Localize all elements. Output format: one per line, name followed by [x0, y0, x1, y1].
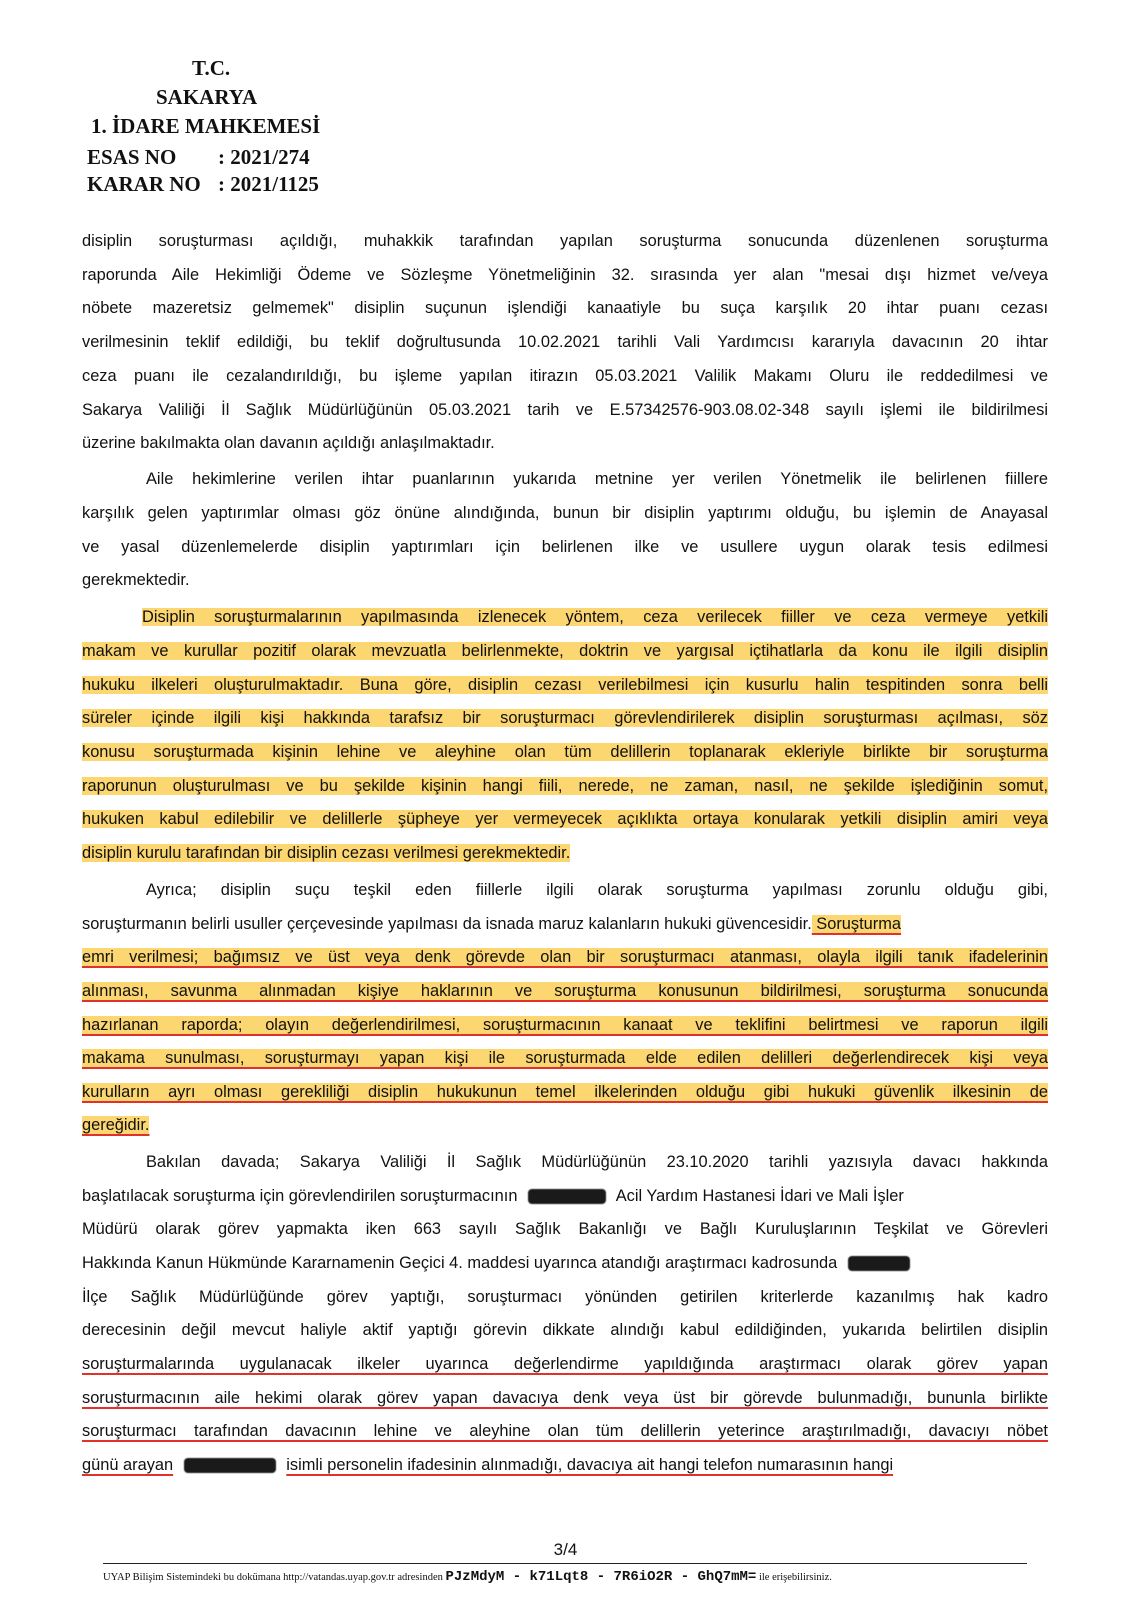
p4-line: Ayrıca; disiplin suçu teşkil eden fiillerle ilgili olarak soruşturma yapılması zorunlu olduğu gibi,	[146, 881, 1048, 899]
p4-line: soruşturmanın belirli usuller çerçevesinde yapılması da isnada maruz kalanların hukuki güvencesidir. Soruşturma	[82, 915, 902, 933]
header-city: SAKARYA	[156, 85, 258, 109]
redaction-mark	[848, 1256, 910, 1271]
p2-line: gerekmektedir.	[82, 571, 190, 589]
p5-line: soruşturmacının aile hekimi olarak görev yapan davacıya denk veya üst bir görevde bulunmadığı, bununla birlikte	[82, 1389, 1048, 1407]
footer	[103, 1569, 1027, 1585]
p1-line: üzerine bakılmakta olan davanın açıldığı anlaşılmaktadır.	[82, 434, 495, 452]
p1-line: nöbete mazeretsiz gelmemek" disiplin suçunun işlendiği kanaatiyle bu suça karşılık 20 ihtar puanı cezası	[82, 299, 1048, 317]
p4-line: hazırlanan raporda; olayın değerlendirilmesi, soruşturmacının kanaat ve teklifini belirtmesi ve raporun ilgili	[82, 1016, 1048, 1034]
p3-line: disiplin kurulu tarafından bir disiplin cezası verilmesi gerekmektedir.	[82, 844, 571, 862]
karar-label: KARAR NO	[87, 172, 201, 196]
footer-access-code: PJzMdyM - k71Lqt8 - 7R6iO2R - GhQ7mM=	[445, 1569, 757, 1585]
p2-line: Aile hekimlerine verilen ihtar puanlarının yukarıda metnine yer verilen Yönetmelik ile belirlenen fiillere	[146, 470, 1048, 488]
p5-line: başlatılacak soruşturma için görevlendirilen soruşturmacının Acil Yardım Hastanesi İdari ve Mali İşler	[82, 1187, 904, 1205]
esas-label: ESAS NO	[87, 145, 177, 169]
p2-line: karşılık gelen yaptırımlar olması göz önüne alındığında, bunun bir disiplin yaptırımı olduğu, bu işlemin de Anayasal	[82, 504, 1048, 522]
p1-line: raporunda Aile Hekimliği Ödeme ve Sözleşme Yönetmeliğinin 32. sırasında yer alan "mesai dışı hizmet ve/veya	[82, 266, 1048, 284]
redaction-mark	[528, 1189, 606, 1204]
redaction-mark	[184, 1458, 276, 1473]
p3-line: makam ve kurullar pozitif olarak mevzuatla belirlenmekte, doktrin ve yargısal içtihatlarla da konu ile ilgili disiplin	[82, 642, 1048, 660]
p4-line: emri verilmesi; bağımsız ve üst veya denk görevde olan bir soruşturmacı atanması, olayla ilgili tanık ifadelerinin	[82, 948, 1048, 966]
p5-line: Müdürü olarak görev yapmakta iken 663 sayılı Sağlık Bakanlığı ve Bağlı Kuruluşlarının Teşkilat ve Görevleri	[82, 1220, 1048, 1238]
p5-line: günü arayan isimli personelin ifadesinin alınmadığı, davacıya ait hangi telefon numarasının hangi	[82, 1456, 894, 1474]
p5-line: derecesinin değil mevcut haliyle aktif yaptığı görevin dikkate alındığı kabul edildiğinden, yukarıda belirtilen disiplin	[82, 1321, 1048, 1339]
p5-line: Hakkında Kanun Hükmünde Kararnamenin Geçici 4. maddesi uyarınca atandığı araştırmacı kadrosunda	[82, 1254, 910, 1273]
p1-line: disiplin soruşturması açıldığı, muhakkik tarafından yapılan soruşturma sonucunda düzenlenen soruşturma	[82, 232, 1048, 250]
p3-line: raporunun oluşturulması ve bu şekilde kişinin hangi fiili, nerede, ne zaman, nasıl, ne şekilde işlediğinin somut,	[82, 777, 1048, 795]
footer-divider	[103, 1563, 1027, 1564]
p5-line: soruşturmacı tarafından davacının lehine ve aleyhine olan tüm delillerin yeterince araştırılmadığı, davacıyı nöbet	[82, 1422, 1048, 1440]
footer-text: UYAP Bilişim Sistemindeki bu dokümana http://vatandas.uyap.gov.tr adresinden	[103, 1572, 443, 1583]
p3-line: hukuken kabul edilebilir ve delillerle şüpheye yer vermeyecek açıklıkta ortaya konularak yetkili disiplin amiri veya	[82, 810, 1048, 828]
footer-text-end: ile erişebilirsiniz.	[758, 1572, 832, 1583]
header-tc: T.C.	[192, 56, 231, 80]
esas-number: 2021/274	[225, 145, 310, 169]
p3-line: hukuku ilkeleri oluşturulmaktadır. Buna göre, disiplin cezası verilebilmesi için kusurlu halin tespitinden sonra belli	[82, 676, 1048, 694]
p4-line: gereğidir.	[82, 1116, 150, 1134]
page-number: 3/4	[553, 1540, 578, 1559]
karar-value: : 2021/1125	[218, 172, 319, 196]
p2-line: ve yasal düzenlemelerde disiplin yaptırımları için belirlenen ilke ve usullere uygun olarak tesis edilmesi	[82, 538, 1048, 556]
p5-line: İlçe Sağlık Müdürlüğünde görev yaptığı, soruşturmacı yönünden getirilen kriterlerde kazanılmış hak kadro	[82, 1288, 1048, 1306]
p3-line: Disiplin soruşturmalarının yapılmasında izlenecek yöntem, ceza verilecek fiiller ve ceza vermeye yetkili	[142, 608, 1048, 626]
esas-value: : 2021/274	[218, 145, 310, 169]
p4-line: alınması, savunma alınmadan kişiye haklarının ve soruşturma konusunun bildirilmesi, soruşturma sonucunda	[82, 982, 1048, 1000]
p5-line: Bakılan davada; Sakarya Valiliği İl Sağlık Müdürlüğünün 23.10.2020 tarihli yazısıyla davacı hakkında	[146, 1153, 1048, 1171]
p3-line: konusu soruşturmada kişinin lehine ve aleyhine olan tüm delillerin toplanarak ekleriyle birlikte bir soruşturma	[82, 743, 1048, 761]
header-court: 1. İDARE MAHKEMESİ	[91, 114, 321, 138]
karar-number: 2021/1125	[225, 172, 319, 196]
p1-line: ceza puanı ile cezalandırıldığı, bu işleme yapılan itirazın 05.03.2021 Valilik Makamı Oluru ile reddedilmesi ve	[82, 367, 1048, 385]
p4-line: kurulların ayrı olması gerekliliği disiplin hukukunun temel ilkelerinden olduğu gibi hukuki güvenlik ilkesinin de	[82, 1083, 1048, 1101]
p1-line: Sakarya Valiliği İl Sağlık Müdürlüğünün 05.03.2021 tarih ve E.57342576-903.08.02-348 sayılı işlemi ile bildirilmesi	[82, 401, 1048, 419]
p4-line: makama sunulması, soruşturmayı yapan kişi ile soruşturmada elde edilen delilleri değerlendirecek kişi veya	[82, 1049, 1048, 1067]
p3-line: süreler içinde ilgili kişi hakkında tarafsız bir soruşturmacı görevlendirilerek disiplin soruşturması açılması, söz	[82, 709, 1048, 727]
p5-line: soruşturmalarında uygulanacak ilkeler uyarınca değerlendirme yapıldığında araştırmacı olarak görev yapan	[82, 1355, 1048, 1373]
p1-line: verilmesinin teklif edildiği, bu teklif doğrultusunda 10.02.2021 tarihli Vali Yardımcısı kararıyla davacının 20 ihtar	[82, 333, 1048, 351]
